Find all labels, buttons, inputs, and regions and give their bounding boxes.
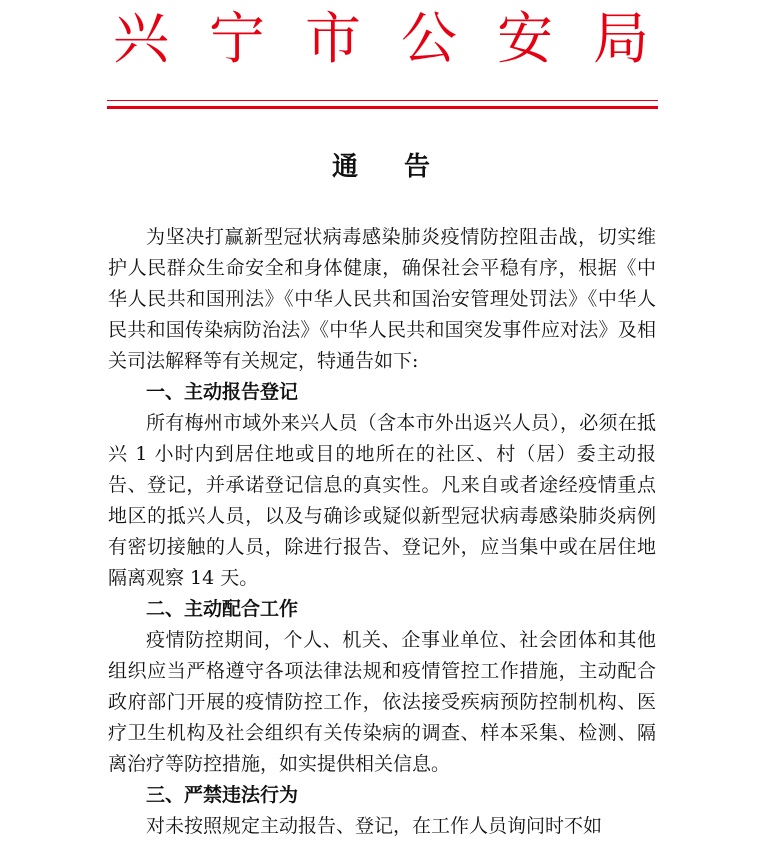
document-title: 通告 [331, 152, 476, 182]
intro-paragraph: 为坚决打赢新型冠状病毒感染肺炎疫情防控阻击战，切实维护人民群众生命安全和身体健康，确保社会平稳有序，根据《中华人民共和国刑法》《中华人民共和国治安管理处罚法》《中华人民共和国传染病防治法》《中华人民共和国突发事件应对法》及相关司法解释等有关规定，特通告如下: [108, 226, 656, 372]
section-text-3: 对未按照规定主动报告、登记，在工作人员询问时不如 [146, 815, 603, 837]
letterhead-rule-thin [107, 100, 658, 101]
section-text-2: 疫情防控期间，个人、机关、企事业单位、社会团体和其他组织应当严格遵守各项法律法规和疫情管控工作措施，主动配合政府部门开展的疫情防控工作，依法接受疾病预防控制机构、医疗卫生机构及社会组织有关传染病的调查、样本采集、检测、隔离治疗等防控措施，如实提供相关信息。 [108, 629, 656, 775]
letterhead [0, 0, 762, 96]
section-heading-1: 一、主动报告登记 [146, 381, 299, 403]
section-heading-3: 三、严禁违法行为 [146, 784, 299, 806]
section-text-1: 所有梅州市域外来兴人员（含本市外出返兴人员），必须在抵兴 1 小时内到居住地或目的地所在的社区、村（居）委主动报告、登记，并承诺登记信息的真实性。凡来自或者途经疫情重点地区的抵兴人员，以及与确诊或疑似新型冠状病毒感染肺炎病例有密切接触的人员，除进行报告、登记外，应当集中或在居住地隔离观察 14 天。 [108, 412, 656, 589]
section-heading-2: 二、主动配合工作 [146, 598, 299, 620]
agency-name: 兴宁市公安局 [113, 7, 689, 72]
letterhead-rule-thick [107, 106, 658, 109]
document-body [108, 222, 656, 842]
